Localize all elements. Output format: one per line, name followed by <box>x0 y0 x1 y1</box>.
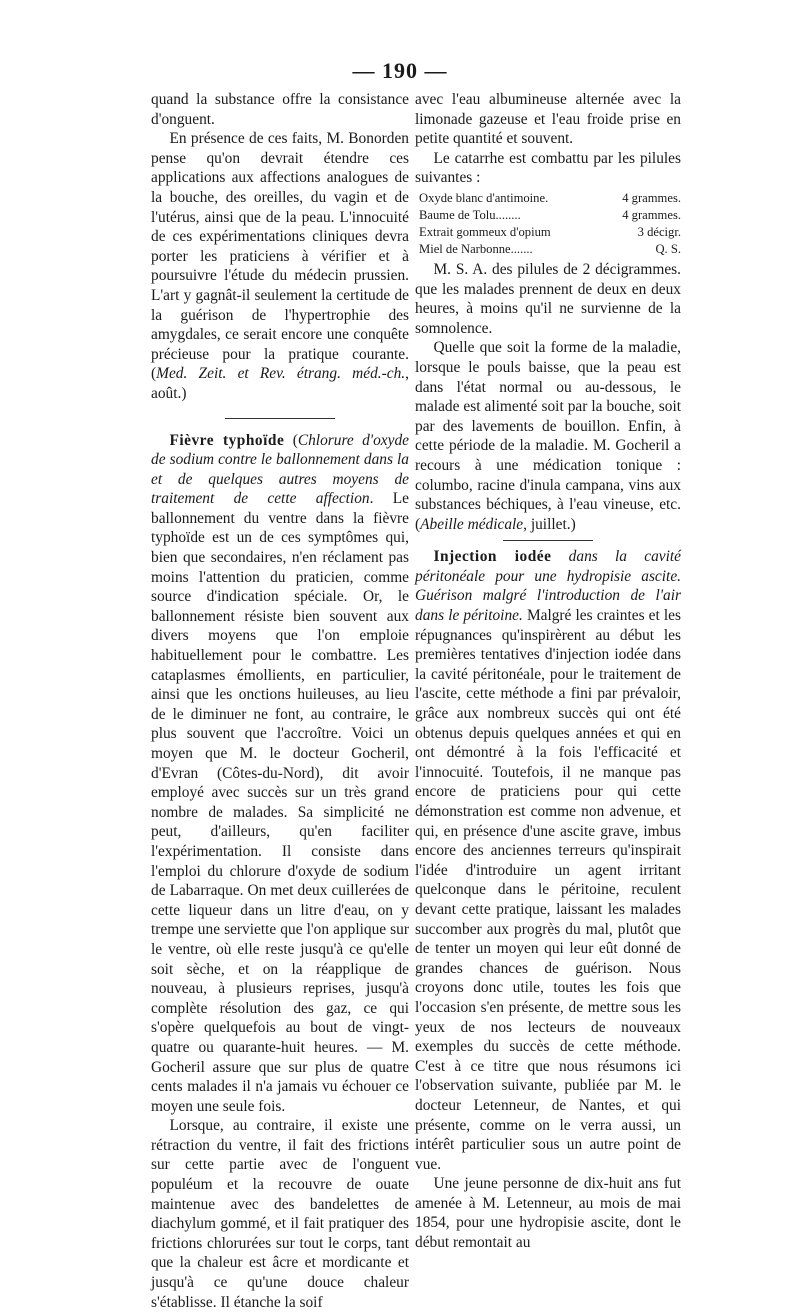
journal-reference: Abeille médicale <box>420 515 524 533</box>
quantity: 4 grammes. <box>622 207 681 222</box>
paragraph-text: , août.) <box>151 365 409 402</box>
paragraph <box>415 338 681 534</box>
prescription-list <box>415 190 681 258</box>
article-typhoid-fever <box>151 431 409 1117</box>
section-subtitle: Chlorure d'oxyde de sodium contre le ballonnement dans la et de quelques autres moyens de traitement de cette affection <box>151 431 409 508</box>
ingredient: Extrait gommeux d'opium <box>419 224 551 239</box>
paragraph-text: . Le ballonnement du ventre dans la fièvre typhoïde est un de ces symptômes qui, bien que secondaires, n'en réclament pas moins l'attention du praticien, comme source d'indication spéciale. Or, le ballonnement résiste bien souvent aux divers moyens que l'on emploie habituellement pour le combattre. Les cataplasmes émollients, en particulier, ainsi que les onctions huileuses, au lieu de le diminuer ne font, au contraire, le plus souvent que l'accroître. Voici un moyen que M. le docteur Gocheril, d'Evran (Côtes-du-Nord), dit avoir employé avec succès sur un très grand nombre de malades. Sa simplicité ne peut, d'ailleurs, qu'en faciliter l'expérimentation. Il consiste dans l'emploi du chlorure d'oxyde de sodium de Labarraque. On met deux cuillerées de cette liqueur dans un litre d'eau, on y trempe une serviette que l'on applique sur le ventre, où elle reste jusqu'à ce qu'elle soit sèche, et on la réapplique de nouveau, à plusieurs reprises, jusqu'à complète résolution des gaz, ce qui s'opère quelquefois au bout de vingt-quatre ou quarante-huit heures. — M. Gocheril assure que sur plus de quatre cents malades il n'a jamais vu échouer ce moyen une seule fois. <box>151 490 409 1115</box>
page-number: — 190 — <box>352 58 448 83</box>
paragraph: Le catarrhe est combattu par les pilules suivantes : <box>415 149 681 187</box>
prescription-item <box>415 207 681 224</box>
paragraph: Lorsque, au contraire, il existe une rétraction du ventre, il fait des frictions sur cette partie avec de l'onguent populéum et la recouvre de ouate maintenue avec des bandelettes de diachylum gommé, et il fait pratiquer des frictions chlorurées sur tout le corps, tant que la chaleur est âcre et mordicante et jusqu'à ce qu'une douce chaleur s'établisse. Il étanche la soif <box>151 1117 409 1311</box>
paragraph: M. S. A. des pilules de 2 décigrammes. que les malades prennent de deux en deux heures, à moins qu'il ne survienne de la somnolence. <box>415 260 681 337</box>
prescription-item <box>415 190 681 207</box>
paragraph-text: Quelle que soit la forme de la maladie, lorsque le pouls baisse, que la peau est dans l'état normal ou au-dessous, le malade est alimenté soit par la bouche, soit par des lavements de bouillon. Enfin, à cette période de la maladie. M. Gocheril a recours à une médication tonique : columbo, racine d'inula campana, vins aux substances béchiques, à l'eau vineuse, etc. ( <box>415 339 681 533</box>
journal-reference: Med. Zeit. et Rev. étrang. méd.-ch. <box>156 365 406 383</box>
quantity: Q. S. <box>655 241 681 256</box>
ingredient: Miel de Narbonne....... <box>419 241 533 256</box>
ingredient: Oxyde blanc d'antimoine. <box>419 190 549 205</box>
ingredient: Baume de Tolu........ <box>419 207 521 222</box>
article-iodine-injection <box>415 547 681 1174</box>
paragraph: Une jeune personne de dix-huit ans fut amenée à M. Letenneur, au mois de mai 1854, pour une hydropisie ascite, dont le début remontait au <box>415 1175 681 1252</box>
section-divider <box>225 418 335 419</box>
quantity: 4 grammes. <box>622 190 681 205</box>
paragraph-text: Malgré les craintes et les répugnances qu'inspirèrent au début les premières tentatives d'injection iodée dans la cavité péritonéale, pour le traitement de l'ascite, cette méthode a fini par prévaloir, grâce aux nombreux succès qui ont été obtenus depuis quelques années et qui en ont démontré à la fois l'efficacité et l'innocuité. Toutefois, il ne manque pas encore de praticiens pour qui cette démonstration est comme non advenue, et qui, en présence d'une ascite grave, imbus encore des anciennes terreurs qu'inspirait l'idée d'introduire un agent irritant quelconque dans le péritoine, reculent devant cette pratique, laissant les malades succomber aux progrès du mal, plutôt que de tenter un moyen qui leur eût donné de grandes chances de guérison. Nous croyons donc utile, toutes les fois que l'occasion s'en présente, de mettre sous les yeux de nos lecteurs de nouveaux exemples du succès de cette méthode. C'est à ce titre que nous résumons ici l'observation suivante, publiée par M. le docteur Letenneur, de Nantes, et qui présente, comme on le verra aussi, un intérêt particulier sous un autre point de vue. <box>415 607 681 1173</box>
section-subtitle: dans la cavité péritonéale pour une hydropisie ascite. Guérison malgré l'introduction de l'air dans le péritoine. <box>415 548 681 625</box>
right-column <box>415 90 681 1253</box>
paragraph-text: ( <box>284 431 298 449</box>
paragraph <box>151 129 409 403</box>
section-heading: Injection iodée <box>433 548 552 566</box>
prescription-item <box>415 241 681 258</box>
quantity: 3 décigr. <box>637 224 681 239</box>
paragraph-text: En présence de ces faits, M. Bonorden pense qu'on devrait étendre ces applications aux affections analogues de la bouche, des oreilles, du vagin et de l'utérus, ainsi que de la peau. L'innocuité de ces expérimentations cliniques devra porter les praticiens à vérifier et à poursuivre l'étude du médecin prussien. L'art y gagnât-il seulement la certitude de la guérison de l'hypertrophie des amygdales, ce serait encore une conquête précieuse pour la pratique courante. ( <box>151 130 409 383</box>
paragraph-text: , juillet.) <box>523 515 576 533</box>
prescription-item <box>415 224 681 241</box>
paragraph: quand la substance offre la consistance d'onguent. <box>151 91 409 128</box>
section-heading: Fièvre typhoïde <box>169 431 285 449</box>
paragraph: avec l'eau albumineuse alternée avec la limonade gazeuse et l'eau froide prise en petite quantité et souvent. <box>415 91 681 148</box>
left-column <box>151 90 409 1312</box>
section-divider <box>503 540 593 541</box>
